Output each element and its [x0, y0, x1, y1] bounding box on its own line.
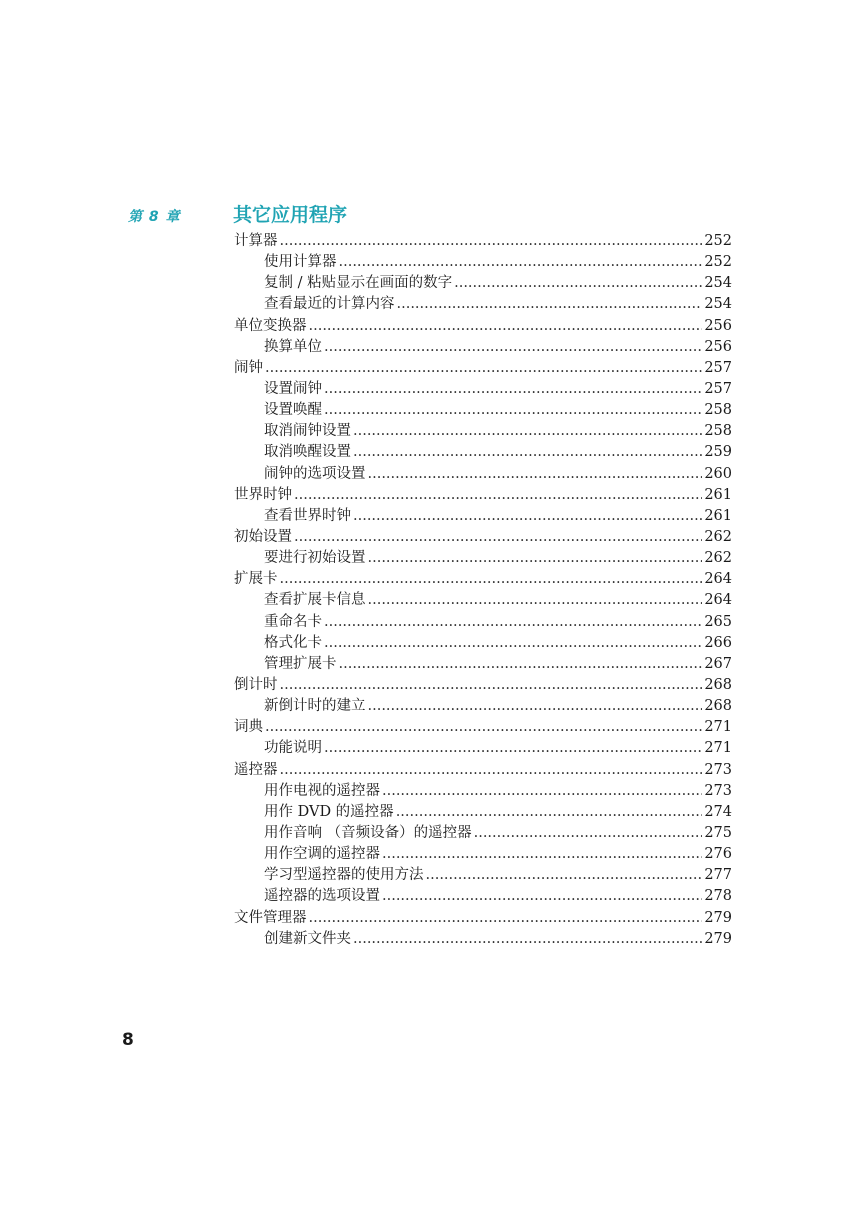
- toc-dot-leader: [280, 231, 703, 252]
- toc-subentry[interactable]: [234, 612, 732, 633]
- toc-entry-page: 268: [704, 676, 732, 693]
- toc-entry-title: 功能说明: [264, 740, 322, 757]
- toc-entry-title: 单位变换器: [234, 317, 307, 334]
- toc-dot-leader: [265, 358, 702, 379]
- toc-entry[interactable]: [234, 908, 732, 929]
- toc-dot-leader: [339, 252, 703, 273]
- toc-entry-page: 252: [704, 254, 732, 271]
- toc-subentry[interactable]: [234, 590, 732, 611]
- toc-entry[interactable]: [234, 675, 732, 696]
- toc-entry-title: 重命名卡: [264, 613, 322, 630]
- toc-dot-leader: [454, 273, 702, 294]
- toc-entry-title: 换算单位: [264, 338, 322, 355]
- toc-dot-leader: [382, 844, 702, 865]
- toc-entry-title: 用作空调的遥控器: [264, 846, 380, 863]
- toc-dot-leader: [368, 696, 703, 717]
- toc-subentry[interactable]: [234, 844, 732, 865]
- toc-entry-title: 闹钟: [234, 359, 263, 376]
- toc-entry-page: 256: [704, 317, 732, 334]
- toc-dot-leader: [324, 738, 702, 759]
- toc-dot-leader: [339, 654, 703, 675]
- toc-entry-title: 世界时钟: [234, 486, 292, 503]
- toc-dot-leader: [353, 929, 702, 950]
- toc-entry-title: 复制 / 粘贴显示在画面的数字: [264, 275, 453, 292]
- toc-entry[interactable]: [234, 316, 732, 337]
- toc-subentry[interactable]: [234, 738, 732, 759]
- toc-entry-title: 查看最近的计算内容: [264, 296, 395, 313]
- toc-subentry[interactable]: [234, 379, 732, 400]
- toc-subentry[interactable]: [234, 337, 732, 358]
- toc-entry-title: 扩展卡: [234, 571, 278, 588]
- toc-dot-leader: [368, 464, 703, 485]
- toc-entry-page: 273: [704, 761, 732, 778]
- toc-dot-leader: [324, 337, 702, 358]
- toc-entry-page: 257: [704, 359, 732, 376]
- toc-entry-page: 265: [704, 613, 732, 630]
- toc-entry-page: 279: [704, 909, 732, 926]
- toc-entry-page: 262: [704, 550, 732, 567]
- toc-entry-title: 词典: [234, 719, 263, 736]
- toc-subentry[interactable]: [234, 294, 732, 315]
- toc-entry-page: 266: [704, 634, 732, 651]
- toc-entry-title: 用作音响 （音频设备）的遥控器: [264, 824, 472, 841]
- toc-entry-title: 遥控器的选项设置: [264, 888, 380, 905]
- toc-dot-leader: [396, 802, 703, 823]
- toc-entry-page: 254: [704, 296, 732, 313]
- toc-entry-title: 用作 DVD 的遥控器: [264, 803, 394, 820]
- toc-dot-leader: [426, 865, 703, 886]
- toc-dot-leader: [368, 590, 703, 611]
- page-number: 8: [122, 1030, 134, 1050]
- toc-dot-leader: [309, 908, 703, 929]
- toc-entry-page: 268: [704, 698, 732, 715]
- toc-entry-title: 学习型遥控器的使用方法: [264, 867, 424, 884]
- toc-subentry[interactable]: [234, 886, 732, 907]
- toc-dot-leader: [353, 442, 702, 463]
- toc-entry-title: 取消闹钟设置: [264, 423, 351, 440]
- toc-entry-page: 278: [704, 888, 732, 905]
- toc-subentry[interactable]: [234, 506, 732, 527]
- toc-entry-title: 新倒计时的建立: [264, 698, 366, 715]
- toc-dot-leader: [280, 569, 703, 590]
- toc-entry-title: 倒计时: [234, 676, 278, 693]
- toc-dot-leader: [353, 506, 702, 527]
- toc-entry-page: 274: [704, 803, 732, 820]
- toc-dot-leader: [382, 886, 702, 907]
- toc-dot-leader: [324, 400, 702, 421]
- toc-entry-page: 261: [704, 486, 732, 503]
- toc-entry-title: 创建新文件夹: [264, 930, 351, 947]
- toc-entry-title: 文件管理器: [234, 909, 307, 926]
- toc-entry-page: 256: [704, 338, 732, 355]
- toc-entry-page: 258: [704, 423, 732, 440]
- toc-entry-title: 使用计算器: [264, 254, 337, 271]
- toc-dot-leader: [324, 612, 702, 633]
- toc-entry-page: 264: [704, 571, 732, 588]
- toc-subentry[interactable]: [234, 400, 732, 421]
- toc-entry-page: 277: [704, 867, 732, 884]
- toc-subentry[interactable]: [234, 696, 732, 717]
- toc-entry-page: 275: [704, 824, 732, 841]
- toc-subentry[interactable]: [234, 802, 732, 823]
- toc-entry-title: 初始设置: [234, 528, 292, 545]
- toc-entry-title: 用作电视的遥控器: [264, 782, 380, 799]
- chapter-title: 其它应用程序: [233, 204, 348, 226]
- toc-entry-page: 279: [704, 930, 732, 947]
- toc-entry[interactable]: [234, 569, 732, 590]
- toc-entry-page: 262: [704, 528, 732, 545]
- toc-entry-title: 设置唤醒: [264, 402, 322, 419]
- toc-dot-leader: [368, 548, 703, 569]
- toc-subentry[interactable]: [234, 865, 732, 886]
- toc-entry[interactable]: [234, 717, 732, 738]
- toc-entry-page: 257: [704, 380, 732, 397]
- toc-subentry[interactable]: [234, 781, 732, 802]
- toc-entry-page: 261: [704, 507, 732, 524]
- toc-dot-leader: [280, 760, 703, 781]
- toc-subentry[interactable]: [234, 273, 732, 294]
- toc-entry[interactable]: [234, 231, 732, 252]
- toc-subentry[interactable]: [234, 252, 732, 273]
- toc-entry[interactable]: [234, 527, 732, 548]
- toc-entry-page: 271: [704, 740, 732, 757]
- toc-dot-leader: [382, 781, 702, 802]
- toc-entry-page: 260: [704, 465, 732, 482]
- toc-subentry[interactable]: [234, 654, 732, 675]
- toc-dot-leader: [324, 633, 702, 654]
- toc-entry[interactable]: [234, 485, 732, 506]
- toc-dot-leader: [324, 379, 702, 400]
- toc-entry-title: 查看世界时钟: [264, 507, 351, 524]
- toc-entry-title: 设置闹钟: [264, 380, 322, 397]
- toc-entry-title: 要进行初始设置: [264, 550, 366, 567]
- toc-dot-leader: [474, 823, 703, 844]
- toc-dot-leader: [280, 675, 703, 696]
- toc-entry[interactable]: [234, 358, 732, 379]
- toc-entry-page: 252: [704, 233, 732, 249]
- toc-dot-leader: [294, 485, 702, 506]
- toc-entry-page: 271: [704, 719, 732, 736]
- toc-entry-title: 闹钟的选项设置: [264, 465, 366, 482]
- toc-dot-leader: [397, 294, 703, 315]
- toc-subentry[interactable]: [234, 442, 732, 463]
- toc-entry-page: 258: [704, 402, 732, 419]
- toc-entry[interactable]: [234, 760, 732, 781]
- toc-subentry[interactable]: [234, 464, 732, 485]
- toc-entry-title: 计算器: [234, 233, 278, 249]
- toc-entry-page: 276: [704, 846, 732, 863]
- table-of-contents: [234, 231, 732, 950]
- toc-entry-title: 查看扩展卡信息: [264, 592, 366, 609]
- chapter-label: 第 8 章: [128, 209, 181, 225]
- toc-dot-leader: [265, 717, 702, 738]
- toc-entry-title: 管理扩展卡: [264, 655, 337, 672]
- toc-subentry[interactable]: [234, 823, 732, 844]
- toc-entry-page: 267: [704, 655, 732, 672]
- toc-dot-leader: [309, 316, 703, 337]
- toc-subentry[interactable]: [234, 633, 732, 654]
- toc-dot-leader: [353, 421, 702, 442]
- toc-entry-title: 格式化卡: [264, 634, 322, 651]
- toc-subentry[interactable]: [234, 929, 732, 950]
- toc-entry-page: 259: [704, 444, 732, 461]
- toc-entry-page: 264: [704, 592, 732, 609]
- toc-subentry[interactable]: [234, 421, 732, 442]
- toc-dot-leader: [294, 527, 702, 548]
- toc-subentry[interactable]: [234, 548, 732, 569]
- toc-entry-page: 254: [704, 275, 732, 292]
- toc-entry-page: 273: [704, 782, 732, 799]
- toc-entry-title: 遥控器: [234, 761, 278, 778]
- toc-entry-title: 取消唤醒设置: [264, 444, 351, 461]
